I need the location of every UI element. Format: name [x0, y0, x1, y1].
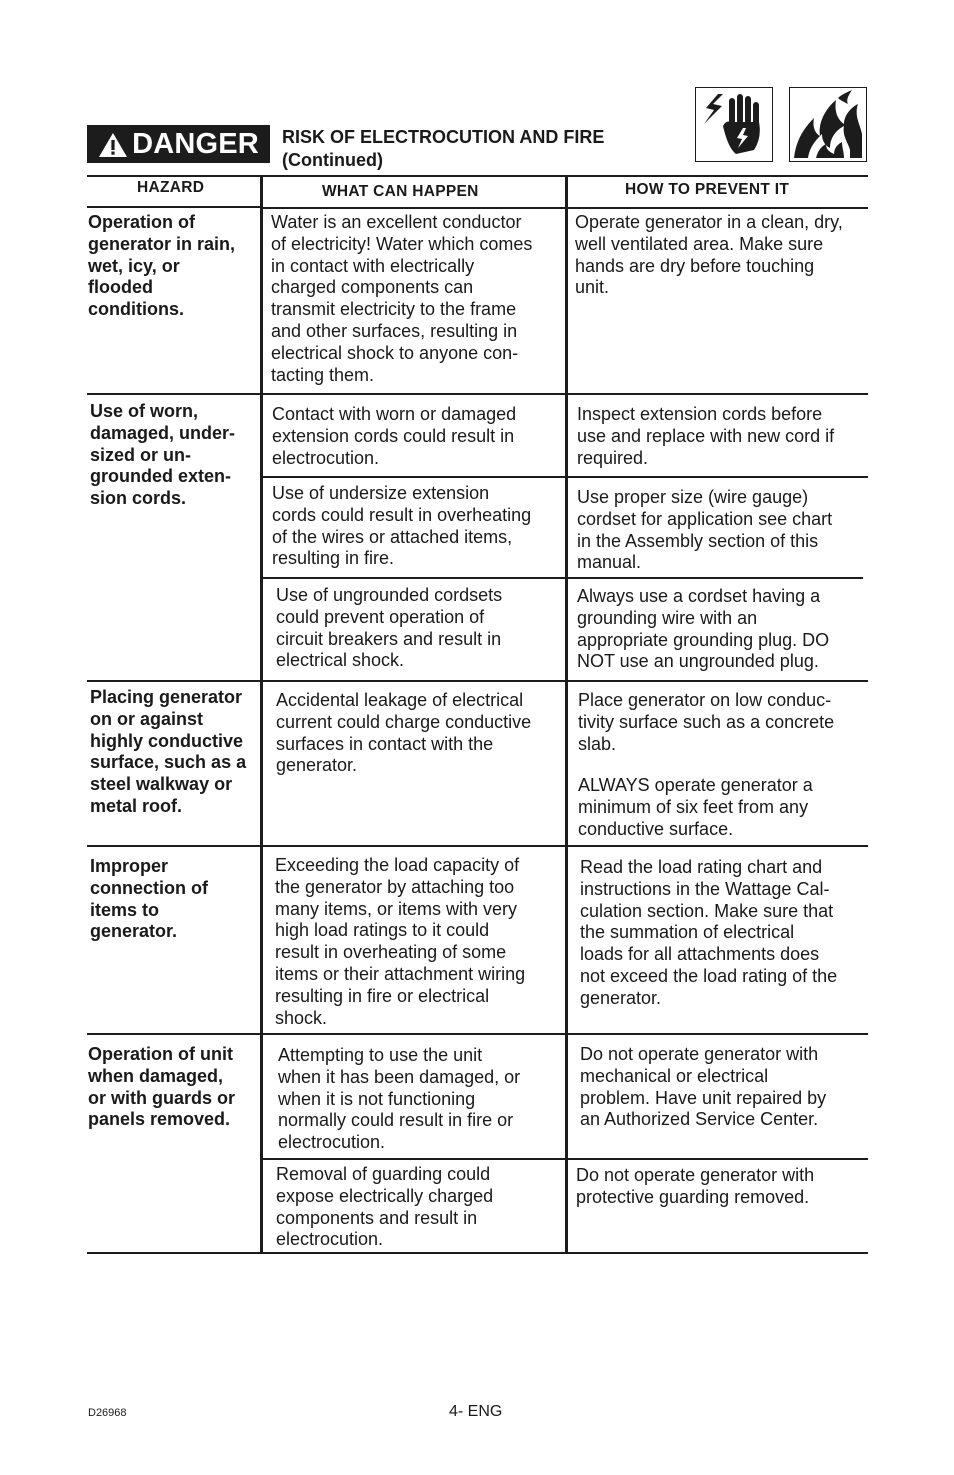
how-to-prevent-cell: Place generator on low conduc- tivity surface such as a concrete slab.	[578, 690, 835, 754]
how-to-prevent-cell: Use proper size (wire gauge) cordset for application see chart in the Assembly section of this manual.	[577, 487, 833, 573]
what-can-happen-cell: Exceeding the load capacity of the generator by attaching too many items, or items with very high load ratings to it could result in overheating of some items or their attachment wiring resulting in fire or electrical shock.	[275, 855, 526, 1028]
row-separator	[87, 680, 868, 682]
title-line-2: (Continued)	[282, 150, 383, 170]
page-number: 4- ENG	[449, 1403, 503, 1420]
how-to-prevent-cell: Always use a cordset having a grounding wire with an appropriate grounding plug. DO NOT use an ungrounded plug.	[577, 586, 830, 672]
how-to-prevent-cell: Do not operate generator with mechanical or electrical problem. Have unit repaired by an Authorized Service Center.	[580, 1044, 827, 1130]
hazard-cell	[88, 212, 235, 321]
sub-row-separator	[263, 476, 868, 478]
what-can-happen-cell: Use of undersize extension cords could result in overheating of the wires or attached items, resulting in fire.	[272, 483, 532, 569]
how-to-prevent-cell: Read the load rating chart and instructions in the Wattage Cal- culation section. Make sure that the summation of electrical loads for all attachments does not exceed the load rating of the generator.	[580, 857, 838, 1008]
hazard-text: Operation of generator in rain, wet, icy, or flooded conditions.	[88, 212, 236, 320]
how-to-prevent-cell: Do not operate generator with protective guarding removed.	[576, 1165, 815, 1207]
column-header-how: HOW TO PREVENT IT	[625, 181, 790, 198]
sub-row-separator	[263, 577, 863, 579]
what-can-happen-cell: Accidental leakage of electrical current could charge conductive surfaces in contact with the generator.	[276, 690, 532, 776]
hazard-cell: Placing generator on or against highly conductive surface, such as a steel walkway or metal roof.	[90, 687, 247, 816]
column-divider-2	[565, 175, 568, 1254]
fire-flames-icon	[789, 87, 867, 162]
electric-shock-hand-icon	[695, 87, 773, 162]
header-bottom-rule-hazard	[87, 206, 261, 208]
title-line-1: RISK OF ELECTROCUTION AND FIRE	[282, 127, 605, 147]
page-title	[282, 126, 604, 172]
how-to-prevent-cell: Operate generator in a clean, dry, well ventilated area. Make sure hands are dry before touching unit.	[575, 212, 843, 298]
danger-badge	[87, 125, 270, 163]
row-separator	[87, 845, 868, 847]
hazard-cell: Improper connection of items to generator.	[90, 856, 208, 942]
column-header-hazard: HAZARD	[137, 179, 205, 196]
hazard-cell: Use of worn, damaged, under- sized or un- grounded exten- sion cords.	[90, 401, 236, 509]
danger-label: DANGER	[132, 127, 259, 160]
sub-row-separator	[263, 1158, 868, 1160]
how-to-prevent-cell: Inspect extension cords before use and replace with new cord if required.	[577, 404, 835, 468]
what-can-happen-cell: Water is an excellent conductor of electricity! Water which comes in contact with electrically charged components can transmit electricity to the frame and other surfaces, resulting in electrical shock to anyone con- tacting them.	[271, 212, 533, 385]
table-bottom-rule	[87, 1252, 868, 1254]
how-to-prevent-cell-2: ALWAYS operate generator a minimum of six feet from any conductive surface.	[578, 775, 813, 839]
column-divider-1	[260, 175, 263, 1254]
document-code: D26968	[88, 1407, 127, 1419]
what-can-happen-cell: Removal of guarding could expose electrically charged components and result in electrocution.	[276, 1164, 494, 1250]
header-bottom-rule-what	[263, 207, 566, 209]
warning-triangle-icon	[98, 132, 128, 158]
what-can-happen-cell: Attempting to use the unit when it has been damaged, or when it is not functioning normally could result in fire or electrocution.	[278, 1045, 521, 1153]
row-separator	[87, 1033, 868, 1035]
hazard-cell: Operation of unit when damaged, or with guards or panels removed.	[88, 1044, 236, 1130]
row-separator	[87, 393, 868, 395]
header-bottom-rule-how	[568, 207, 868, 209]
table-top-rule	[87, 175, 868, 177]
what-can-happen-cell: Use of ungrounded cordsets could prevent operation of circuit breakers and result in electrical shock.	[276, 585, 503, 671]
column-header-what: WHAT CAN HAPPEN	[322, 183, 479, 200]
what-can-happen-cell: Contact with worn or damaged extension cords could result in electrocution.	[272, 404, 517, 468]
